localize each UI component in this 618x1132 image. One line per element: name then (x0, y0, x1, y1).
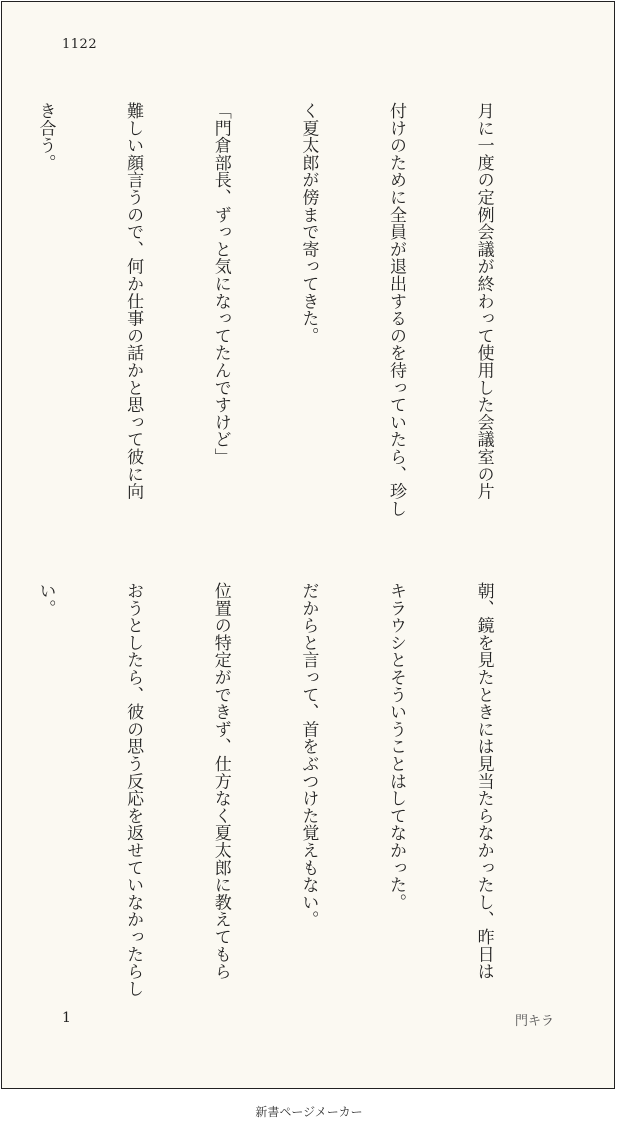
book-page (1, 1, 615, 1089)
text-line: 「門倉部長、ずっと気になってたんですけど」 (210, 102, 231, 466)
text-line: キラウシとそういうことはしてなかった。 (385, 582, 406, 911)
text-line: 月に一度の定例会議が終わって使用した会議室の片 (473, 102, 494, 500)
text-block-upper (0, 102, 556, 542)
text-line: き合う。 (35, 102, 56, 172)
running-title: 門キラ (514, 1014, 554, 1029)
page-number-bottom: 1 (62, 1010, 71, 1026)
footer-caption: 新書ページメーカー (255, 1105, 363, 1119)
text-line: く夏太郎が傍まで寄ってきた。 (298, 102, 319, 345)
text-block-lower (0, 582, 556, 998)
text-line: 朝、鏡を見たときには見当たらなかったし、昨日は (473, 582, 494, 980)
text-line: 位置の特定ができず、仕方なく夏太郎に教えてもら (210, 582, 231, 980)
text-line: い。 (35, 582, 56, 617)
text-line: だからと言って、首をぶつけた覚えもない。 (298, 582, 319, 928)
page-number-top: 1122 (62, 37, 98, 52)
text-line: おうとしたら、彼の思う反応を返せていなかったらし (123, 582, 144, 998)
text-line: 付けのために全員が退出するのを待っていたら、珍し (385, 102, 406, 518)
text-line: 難しい顔言うので、何か仕事の話かと思って彼に向 (123, 102, 144, 500)
